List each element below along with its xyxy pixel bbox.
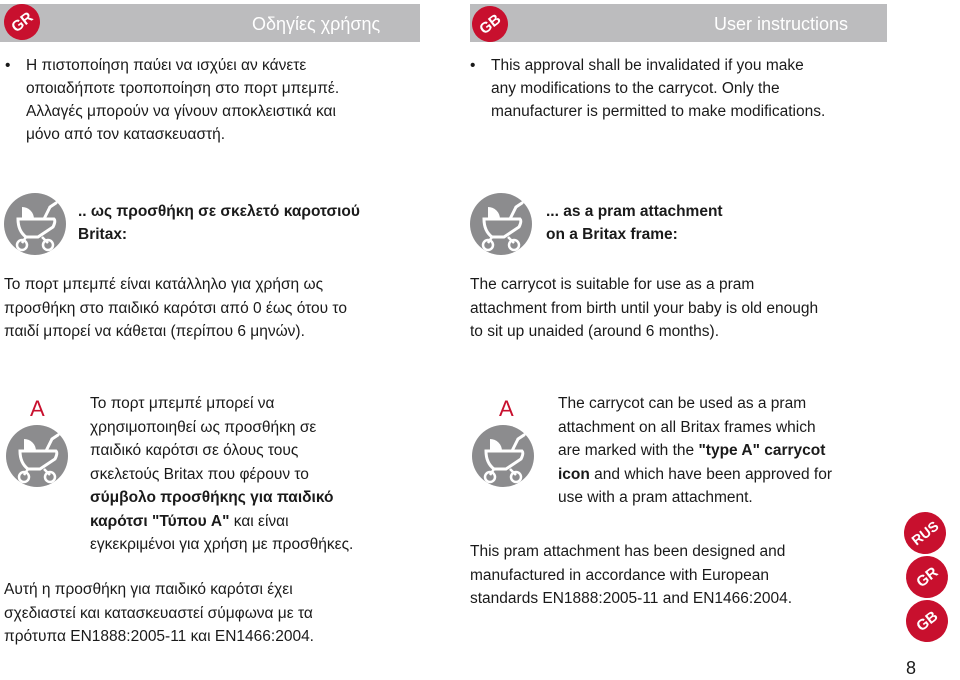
gb-language-badge: GB	[898, 592, 957, 651]
bullet-dot: •	[470, 57, 476, 74]
type-a-letter: A	[30, 396, 45, 421]
right-section-title: ... as a pram attachment on a Britax frame:	[546, 203, 723, 243]
left-section-title: .. ως προσθήκη σε σκελετό καροτσιού Britax:	[78, 203, 360, 243]
page-number: 8	[906, 658, 917, 678]
gb-language-badge: GB	[465, 0, 516, 49]
gr-language-badge: GR	[0, 0, 47, 47]
rus-language-badge: RUS	[896, 504, 955, 563]
pram-icon	[470, 193, 532, 255]
right-standards-text: This pram attachment has been designed and manufactured in accordance with European standards EN1888:2005-11 and EN1466:2004.	[470, 543, 793, 607]
left-header-title: Οδηγίες χρήσης	[252, 14, 381, 34]
pram-icon	[472, 425, 534, 487]
right-type-a-text: The carrycot can be used as a pram attachment on all Britax frames which are marked with the "type A" carrycot icon and which have been approved for use with a pram attachment.	[558, 395, 833, 506]
left-type-a-text: Το πορτ μπεμπέ μπορεί να χρησιμοποιηθεί ως προσθήκη σε παιδικό καρότσι σε όλους τους σκελετούς Britax που φέρουν το σύμβολο προσθήκης για παιδικό καρότσι "Τύπου A" και είναι εγκεκριμένοι για χρήση με προσθήκες.	[90, 395, 354, 553]
pram-icon	[4, 193, 66, 255]
right-section-text: The carrycot is suitable for use as a pram attachment from birth until your baby is old enough to sit up unaided (around 6 months).	[470, 276, 819, 340]
type-a-letter: A	[499, 396, 514, 421]
right-header-bar	[470, 4, 887, 42]
gr-language-badge: GR	[898, 548, 957, 607]
pram-icon	[6, 425, 68, 487]
left-section-text: Το πορτ μπεμπέ είναι κατάλληλο για χρήση ως προσθήκη στο παιδικό καρότσι από 0 έως ότου το παιδί μπορεί να κάθεται (περίπου 6 μηνών).	[4, 276, 347, 340]
left-standards-text: Αυτή η προσθήκη για παιδικό καρότσι έχει σχεδιαστεί και κατασκευαστεί σύμφωνα με τα πρότυπα EN1888:2005-11 και EN1466:2004.	[4, 581, 314, 645]
left-bullet: • Η πιστοποίηση παύει να ισχύει αν κάνετε οποιαδήποτε τροποποίηση στο πορτ μπεμπέ. Αλλαγές μπορούν να γίνουν αποκλειστικά και μόνο από τον κατασκευαστή.	[26, 54, 406, 146]
right-bullet: • This approval shall be invalidated if you make any modifications to the carrycot. Only the manufacturer is permitted to make modifications.	[491, 54, 891, 123]
right-header-title: User instructions	[714, 14, 849, 34]
left-header-bar	[0, 4, 420, 42]
bullet-dot: •	[5, 57, 11, 74]
